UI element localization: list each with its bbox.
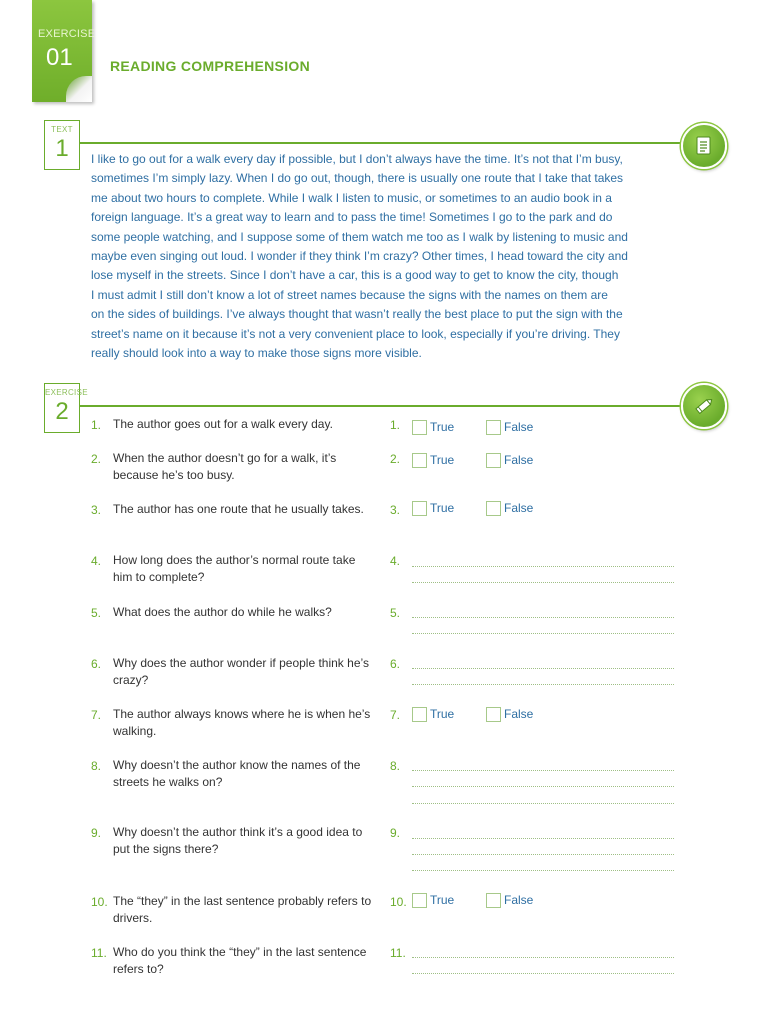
false-checkbox[interactable]	[486, 501, 501, 516]
pencil-icon	[681, 383, 727, 429]
question-number: 6.	[91, 657, 102, 671]
passage-line: maybe even singing out loud. I wonder if they think I’m crazy? Other times, I head toward the city and	[91, 249, 628, 264]
answer-line[interactable]	[412, 870, 674, 871]
question-number: 4.	[91, 554, 102, 568]
false-label: False	[504, 893, 534, 907]
text-section-box	[44, 120, 80, 170]
false-label: False	[504, 501, 534, 515]
passage-line: some people watching, and I suppose some of them watch me too as I walk by listening to music and	[91, 229, 628, 244]
answer-line[interactable]	[412, 854, 674, 855]
answer-number: 11.	[390, 946, 406, 960]
answer-line[interactable]	[412, 684, 674, 685]
question-number: 8.	[91, 759, 102, 773]
question-text: Why doesn’t the author know the names of the streets he walks on?	[113, 758, 361, 789]
false-label: False	[504, 453, 534, 467]
true-checkbox[interactable]	[412, 420, 427, 435]
question-text: The author goes out for a walk every day.	[113, 417, 333, 431]
question-text: The author has one route that he usually takes.	[113, 502, 364, 516]
text-section-divider	[80, 142, 680, 144]
answer-number: 1.	[390, 418, 401, 432]
answer-number: 10.	[390, 895, 407, 909]
false-checkbox[interactable]	[486, 707, 501, 722]
true-label: True	[430, 453, 455, 467]
passage-line: I like to go out for a walk every day if possible, but I don’t always have the time. It’s not that I’m busy,	[91, 152, 623, 166]
question-text: How long does the author’s normal route take him to complete?	[113, 553, 356, 584]
question-number: 10.	[91, 895, 108, 909]
question-text: When the author doesn’t go for a walk, it’s because he’s too busy.	[113, 451, 337, 482]
answer-number: 2.	[390, 452, 401, 466]
true-label: True	[430, 420, 455, 434]
true-label: True	[430, 707, 455, 721]
false-checkbox[interactable]	[486, 420, 501, 435]
true-label: True	[430, 501, 455, 515]
question-text: Why does the author wonder if people think he’s crazy?	[113, 656, 369, 687]
text-section-label: TEXT	[51, 125, 73, 134]
false-checkbox[interactable]	[486, 453, 501, 468]
question-number: 1.	[91, 418, 102, 432]
answer-number: 5.	[390, 606, 401, 620]
document-icon	[681, 123, 727, 169]
question-text: The author always knows where he is when he’s walking.	[113, 707, 371, 738]
answer-number: 3.	[390, 503, 401, 517]
question-text: What does the author do while he walks?	[113, 605, 332, 619]
answer-line[interactable]	[412, 633, 674, 634]
true-checkbox[interactable]	[412, 501, 427, 516]
passage-line: really should look into a way to make those signs more visible.	[91, 346, 422, 361]
answer-line[interactable]	[412, 838, 674, 839]
question-text: Why doesn’t the author think it’s a good idea to put the signs there?	[113, 825, 363, 856]
answer-line[interactable]	[412, 617, 674, 618]
passage-line: me about two hours to complete. While I walk I listen to music, or sometimes to an audio book in a	[91, 190, 612, 205]
question-number: 3.	[91, 503, 102, 517]
exercise-number: 01	[46, 44, 73, 71]
question-text: The “they” in the last sentence probably refers to drivers.	[113, 894, 372, 925]
exercise-section-box	[44, 383, 88, 433]
exercise-tab	[32, 0, 96, 102]
passage-line: foreign language. It’s a great way to learn and to pass the time! Sometimes I go to the park and do	[91, 210, 613, 225]
passage-line: on the sides of buildings. I’ve always thought that wasn’t really the best place to put the sign with the	[91, 307, 623, 322]
true-label: True	[430, 893, 455, 907]
false-checkbox[interactable]	[486, 893, 501, 908]
question-number: 5.	[91, 606, 102, 620]
exercise-section-number: 2	[55, 398, 69, 425]
false-label: False	[504, 420, 534, 434]
exercise-label: EXERCISE	[38, 28, 96, 40]
false-label: False	[504, 707, 534, 721]
answer-line[interactable]	[412, 786, 674, 787]
page-title: READING COMPREHENSION	[110, 58, 310, 74]
answer-line[interactable]	[412, 770, 674, 771]
exercise-section-divider	[80, 405, 680, 407]
answer-number: 4.	[390, 554, 401, 568]
passage-line: I must admit I still don’t know a lot of street names because the signs with the names on them are	[91, 287, 608, 302]
text-section-number: 1	[55, 135, 69, 162]
reading-passage	[91, 150, 661, 363]
page-curl-decoration	[66, 76, 92, 102]
exercise-section-label: EXERCISE	[45, 388, 88, 397]
question-number: 9.	[91, 826, 102, 840]
true-checkbox[interactable]	[412, 707, 427, 722]
answer-line[interactable]	[412, 566, 674, 567]
answer-line[interactable]	[412, 803, 674, 804]
answer-number: 9.	[390, 826, 401, 840]
answer-line[interactable]	[412, 582, 674, 583]
passage-line: lose myself in the streets. Since I don’t have a car, this is a good way to get to know the city, though	[91, 268, 619, 283]
question-number: 7.	[91, 708, 102, 722]
passage-line: sometimes I’m simply lazy. When I do go out, though, there is usually one route that I take that takes	[91, 171, 624, 186]
answer-line[interactable]	[412, 668, 674, 669]
answer-number: 8.	[390, 759, 401, 773]
passage-line: street’s name on it because it’s not a very convenient place to look, especially if you’re driving. They	[91, 326, 620, 341]
answer-line[interactable]	[412, 973, 674, 974]
question-text: Who do you think the “they” in the last sentence refers to?	[113, 945, 367, 976]
true-checkbox[interactable]	[412, 893, 427, 908]
question-number: 11.	[91, 946, 107, 960]
answer-number: 7.	[390, 708, 401, 722]
answer-line[interactable]	[412, 957, 674, 958]
question-number: 2.	[91, 452, 102, 466]
true-checkbox[interactable]	[412, 453, 427, 468]
answer-number: 6.	[390, 657, 401, 671]
